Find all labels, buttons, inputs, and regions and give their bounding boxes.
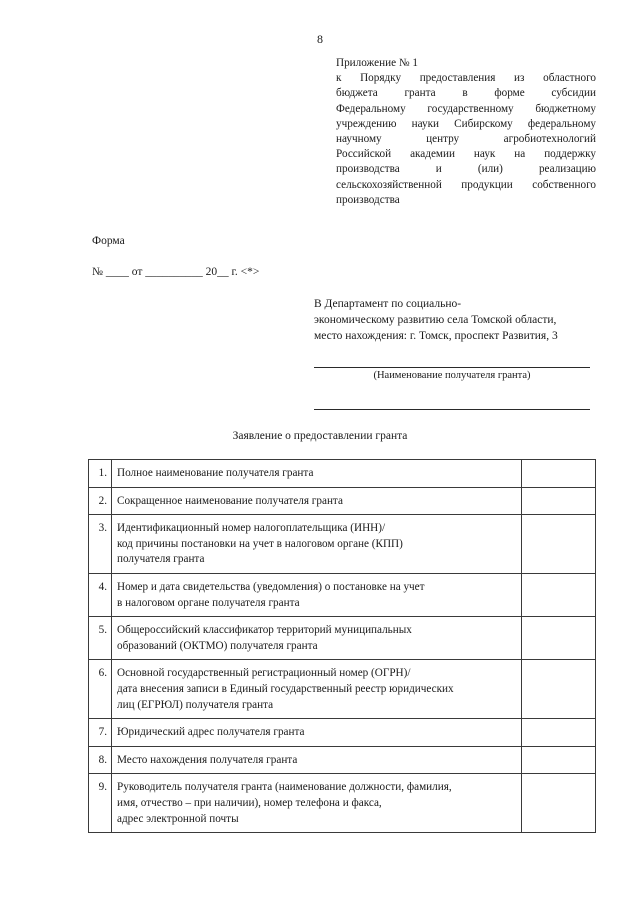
table-row <box>89 746 596 774</box>
table-row <box>89 460 596 488</box>
row-description-line: образований (ОКТМО) получателя гранта <box>117 639 318 652</box>
row-description <box>112 774 522 833</box>
table-row <box>89 660 596 719</box>
row-description-line: Номер и дата свидетельства (уведомления) о постановке на учет <box>117 580 425 593</box>
row-description-line: Основной государственный регистрационный номер (ОГРН)/ <box>117 667 411 680</box>
row-number: 9. <box>89 774 112 833</box>
appendix-line: Приложение № 1 <box>336 57 418 69</box>
appendix-line: к Порядку предоставления из областного <box>336 72 596 85</box>
row-description-line: имя, отчество – при наличии), номер телефона и факса, <box>117 796 382 809</box>
table-row <box>89 487 596 515</box>
row-number: 3. <box>89 515 112 574</box>
recipient-name-field[interactable] <box>314 367 590 368</box>
form-label: Форма <box>92 235 125 247</box>
row-number: 1. <box>89 460 112 488</box>
row-value-cell[interactable] <box>522 515 596 574</box>
appendix-line: Российской академии наук на поддержку <box>336 148 596 161</box>
row-value-cell[interactable] <box>522 774 596 833</box>
appendix-line: производства <box>336 193 400 206</box>
document-title: Заявление о предоставлении гранта <box>232 430 408 442</box>
row-description <box>112 660 522 719</box>
row-description-line: в налоговом органе получателя гранта <box>117 596 300 609</box>
table-row <box>89 617 596 660</box>
row-description-line: Идентификационный номер налогоплательщика (ИНН)/ <box>117 522 386 535</box>
row-description <box>112 617 522 660</box>
grant-application-table <box>88 459 596 833</box>
appendix-line: производства и (или) реализацию <box>336 163 596 176</box>
row-description-line: получателя гранта <box>117 553 205 566</box>
recipient-extra-field[interactable] <box>314 409 590 410</box>
recipient-name-caption: (Наименование получателя гранта) <box>373 370 531 381</box>
row-value-cell[interactable] <box>522 617 596 660</box>
row-description <box>112 573 522 616</box>
row-description-line: дата внесения записи в Единый государственный реестр юридических <box>117 682 454 695</box>
department-line: место нахождения: г. Томск, проспект Развития, 3 <box>314 330 558 342</box>
appendix-header <box>336 56 596 208</box>
row-number: 5. <box>89 617 112 660</box>
appendix-line: сельскохозяйственной продукции собственного <box>336 178 596 191</box>
row-number: 8. <box>89 746 112 774</box>
row-description <box>112 460 522 488</box>
appendix-line: учреждению науки Сибирскому федеральному <box>336 117 596 130</box>
page-number: 8 <box>317 32 323 46</box>
row-value-cell[interactable] <box>522 746 596 774</box>
row-description-line: лиц (ЕГРЮЛ) получателя гранта <box>117 698 274 711</box>
row-value-cell[interactable] <box>522 573 596 616</box>
row-description <box>112 487 522 515</box>
row-description-line: Сокращенное наименование получателя гранта <box>117 494 343 507</box>
row-value-cell[interactable] <box>522 460 596 488</box>
row-value-cell[interactable] <box>522 660 596 719</box>
row-description <box>112 746 522 774</box>
table-row <box>89 573 596 616</box>
row-description-line: Общероссийский классификатор территорий муниципальных <box>117 624 412 637</box>
row-number: 4. <box>89 573 112 616</box>
row-description <box>112 719 522 747</box>
row-number: 6. <box>89 660 112 719</box>
row-description-line: код причины постановки на учет в налоговом органе (КПП) <box>117 537 403 550</box>
department-line: В Департамент по социально- <box>314 298 462 310</box>
department-line: экономическому развитию села Томской области, <box>314 314 557 326</box>
table-row <box>89 515 596 574</box>
row-number: 7. <box>89 719 112 747</box>
appendix-line: бюджета гранта в форме субсидии <box>336 87 596 100</box>
row-description-line: Полное наименование получателя гранта <box>117 467 314 479</box>
table-row <box>89 719 596 747</box>
appendix-line: Федеральному государственному бюджетному <box>336 102 596 115</box>
row-description-line: Юридический адрес получателя гранта <box>117 726 305 739</box>
row-description-line: Руководитель получателя гранта (наименование должности, фамилия, <box>117 781 452 794</box>
row-description <box>112 515 522 574</box>
row-description-line: Место нахождения получателя гранта <box>117 753 298 766</box>
row-value-cell[interactable] <box>522 719 596 747</box>
table-row <box>89 774 596 833</box>
row-value-cell[interactable] <box>522 487 596 515</box>
form-number-line[interactable]: № ____ от __________ 20__ г. <*> <box>92 266 260 278</box>
row-description-line: адрес электронной почты <box>117 812 239 825</box>
appendix-line: научному центру агробиотехнологий <box>336 133 596 146</box>
department-address <box>314 296 558 344</box>
row-number: 2. <box>89 487 112 515</box>
